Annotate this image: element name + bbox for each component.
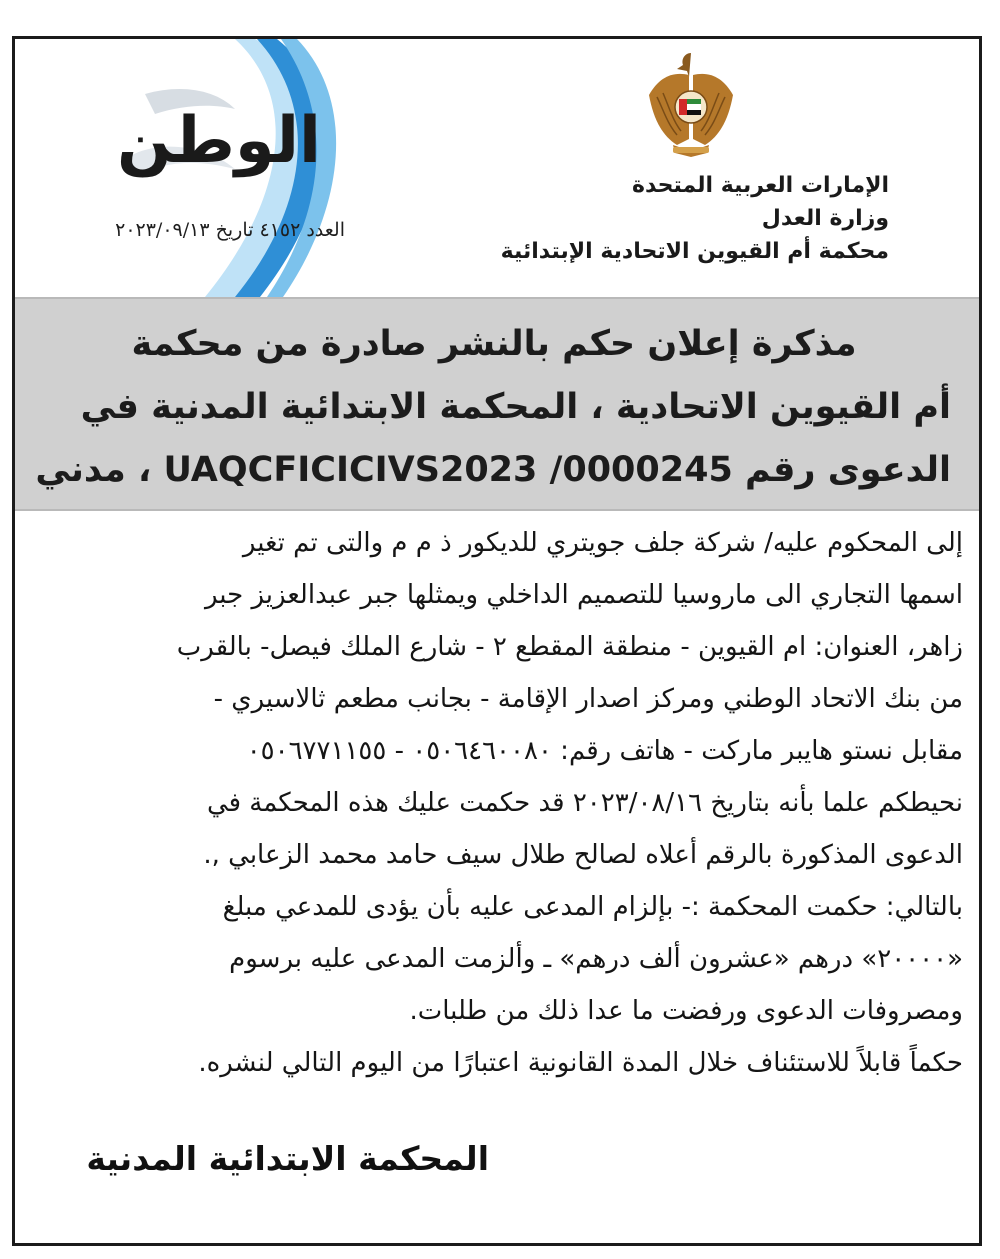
signature-court: المحكمة الابتدائية المدنية [86,1139,489,1178]
notice-frame [12,36,982,1246]
title-line: أم القيوين الاتحادية ، المحكمة الابتدائية المدنية في [80,387,951,427]
body-line: بالتالي: حكمت المحكمة :- بإلزام المدعى عليه بأن يؤدى للمدعي مبلغ [222,892,963,922]
body-line: من بنك الاتحاد الوطني ومركز اصدار الإقامة - بجانب مطعم ثالاسيري - [213,684,963,714]
body-line: الدعوى المذكورة بالرقم أعلاه لصالح طلال سيف حامد محمد الزعابي ,. [203,840,963,870]
issue-number-date: العدد ٤١٥٢ تاريخ ٢٠٢٣/٠٩/١٣ [115,219,345,241]
notice-title-band [15,297,979,511]
country-name: الإمارات العربية المتحدة [631,173,889,198]
notice-body [15,517,979,1089]
body-line: إلى المحكوم عليه/ شركة جلف جويتري للديكور ذ م م والتى تم تغير [242,528,963,558]
uae-falcon-emblem-icon [643,47,739,159]
ministry-name: وزارة العدل [761,206,889,231]
body-line: زاهر، العنوان: ام القيوين - منطقة المقطع ٢ - شارع الملك فيصل- بالقرب [176,632,963,662]
body-line: ومصروفات الدعوى ورفضت ما عدا ذلك من طلبات. [409,996,963,1026]
issuing-authority [419,169,889,268]
title-line: مذكرة إعلان حكم بالنشر صادرة من محكمة [131,324,857,364]
body-line: اسمها التجاري الى ماروسيا للتصميم الداخلي ويمثلها جبر عبدالعزيز جبر [204,580,963,610]
body-line: حكماً قابلاً للاستئناف خلال المدة القانونية اعتبارًا من اليوم التالي لنشره. [198,1048,963,1078]
court-name: محكمة أم القيوين الاتحادية الإبتدائية [500,239,889,264]
newspaper-name: الوطن [117,104,321,178]
body-line: «٢٠٠٠٠» درهم «عشرون ألف درهم» ـ وألزمت المدعى عليه برسوم [229,944,963,974]
title-line: الدعوى رقم UAQCFICICIVS2023 /0000245 ، مدني [35,450,951,490]
body-line: مقابل نستو هايبر ماركت - هاتف رقم: ٠٥٠٦٤٦٠٠٨٠ - ٠٥٠٦٧٧١١٥٥ [246,736,963,766]
notice-header [15,39,979,297]
body-line: نحيطكم علما بأنه بتاريخ ٢٠٢٣/٠٨/١٦ قد حكمت عليك هذه المحكمة في [206,788,963,818]
